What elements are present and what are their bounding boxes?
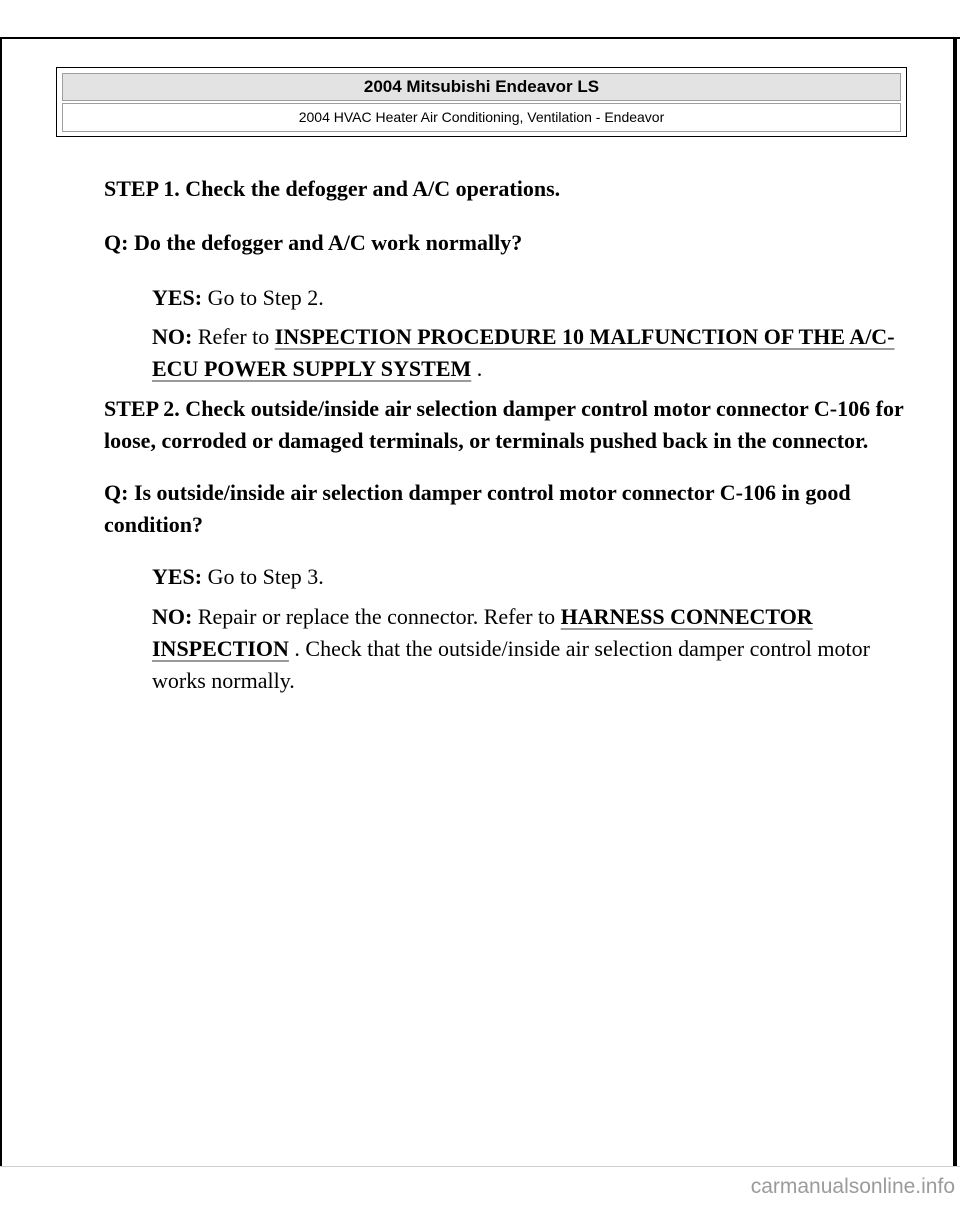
step2-no-answer <box>152 601 904 697</box>
harness-connector-inspection-link[interactable]: HARNESS CONNECTOR INSPECTION <box>152 604 813 661</box>
no-after-text: . <box>471 356 483 381</box>
step2-yes-answer <box>152 561 904 593</box>
inspection-procedure-10-link[interactable]: INSPECTION PROCEDURE 10 MALFUNCTION OF THE A/C-ECU POWER SUPPLY SYSTEM <box>152 324 895 381</box>
procedure-content <box>104 173 904 697</box>
step2-heading: STEP 2. Check outside/inside air selection damper control motor connector C-106 for loose, corroded or damaged terminals, or terminals pushed back in the connector. <box>104 396 904 453</box>
page-frame-right <box>953 37 957 1167</box>
no-text: Refer to <box>192 324 275 349</box>
watermark: carmanualsonline.info <box>750 1175 955 1198</box>
yes-label: YES: <box>152 564 203 589</box>
yes-text: Go to Step 3. <box>202 564 324 589</box>
vehicle-title: 2004 Mitsubishi Endeavor LS <box>62 73 901 101</box>
no-text: Repair or replace the connector. Refer to <box>192 604 561 629</box>
step1-yes-answer <box>152 282 904 314</box>
yes-text: Go to Step 2. <box>202 285 324 310</box>
yes-label: YES: <box>152 285 203 310</box>
page-frame-left <box>0 37 2 1167</box>
step2-question: Q: Is outside/inside air selection damper control motor connector C-106 in good condition? <box>104 480 851 537</box>
no-label: NO: <box>152 604 193 629</box>
page-frame-bottom <box>0 1166 960 1167</box>
no-label: NO: <box>152 324 193 349</box>
step1-question: Q: Do the defogger and A/C work normally? <box>104 230 523 255</box>
page-frame-top <box>0 37 960 39</box>
document-header <box>56 67 907 137</box>
section-subtitle: 2004 HVAC Heater Air Conditioning, Ventilation - Endeavor <box>62 103 901 132</box>
step1-heading: STEP 1. Check the defogger and A/C operations. <box>104 176 561 201</box>
no-after-text: . Check that the outside/inside air selection damper control motor works normally. <box>152 636 870 693</box>
step1-no-answer <box>152 321 904 385</box>
